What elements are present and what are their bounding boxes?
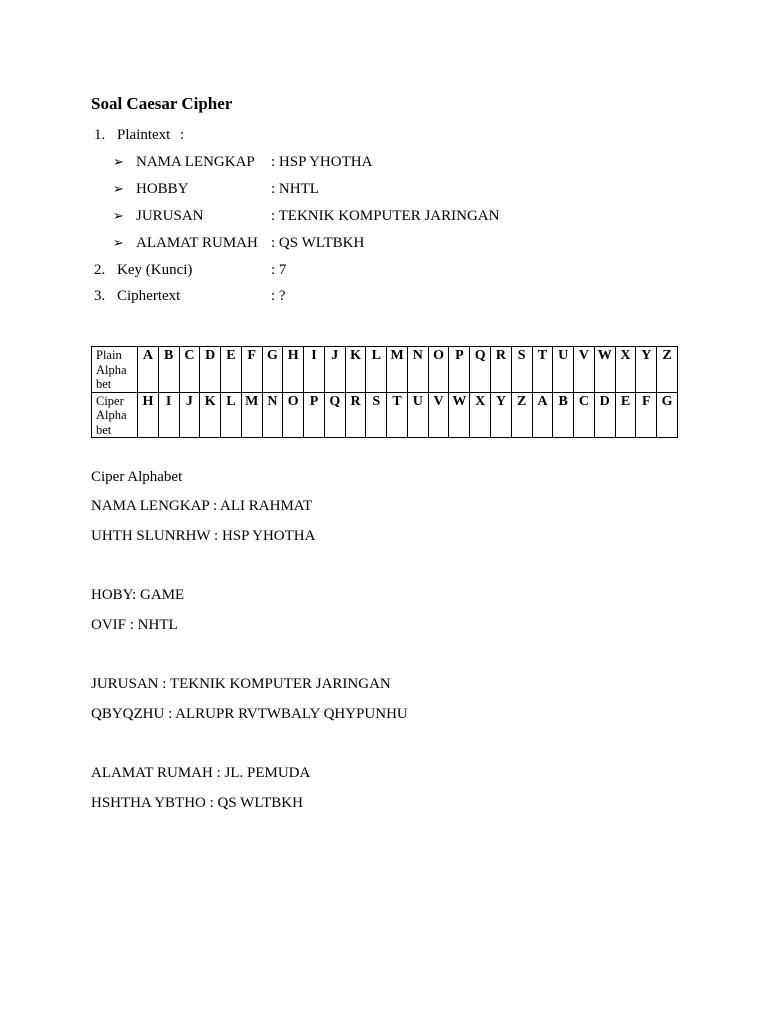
list-number-1: 1. bbox=[94, 127, 106, 143]
body-line: NAMA LENGKAP : ALI RAHMAT bbox=[91, 498, 313, 514]
plain-letter-cell: J bbox=[324, 347, 345, 393]
cipher-letter-cell: L bbox=[221, 392, 242, 438]
list-number-3: 3. bbox=[94, 288, 106, 304]
plaintext-label: Plaintext bbox=[117, 127, 171, 143]
plain-letter-cell: W bbox=[594, 347, 615, 393]
cipher-letter-cell: Q bbox=[324, 392, 345, 438]
cipher-letter-cell: W bbox=[449, 392, 470, 438]
cipher-letter-cell: F bbox=[636, 392, 657, 438]
cipher-letter-cell: O bbox=[283, 392, 304, 438]
plain-letter-cell: S bbox=[511, 347, 532, 393]
row-header-line: Ciper bbox=[96, 393, 124, 408]
plain-letter-cell: U bbox=[553, 347, 574, 393]
cipher-letter-cell: E bbox=[615, 392, 636, 438]
cipher-letter-cell: C bbox=[574, 392, 595, 438]
cipher-letter-cell: R bbox=[345, 392, 366, 438]
row-header-line: Plain bbox=[96, 348, 122, 362]
body-line: OVIF : NHTL bbox=[91, 617, 178, 633]
cipher-letter-cell: M bbox=[241, 392, 262, 438]
cipher-alphabet-header bbox=[92, 392, 138, 438]
plain-letter-cell: A bbox=[138, 347, 159, 393]
plain-alphabet-row bbox=[92, 347, 678, 393]
plain-letter-cell: O bbox=[428, 347, 449, 393]
cipher-letter-cell: X bbox=[470, 392, 491, 438]
plain-letter-cell: H bbox=[283, 347, 304, 393]
body-line: JURUSAN : TEKNIK KOMPUTER JARINGAN bbox=[91, 676, 391, 692]
plain-letter-cell: L bbox=[366, 347, 387, 393]
cipher-letter-cell: B bbox=[553, 392, 574, 438]
cipher-letter-cell: T bbox=[387, 392, 408, 438]
list-number-2: 2. bbox=[94, 262, 106, 278]
ciphertext-label: Ciphertext bbox=[117, 288, 181, 304]
cipher-letter-cell: Z bbox=[511, 392, 532, 438]
row-header-line: bet bbox=[96, 422, 112, 437]
plain-letter-cell: E bbox=[221, 347, 242, 393]
plain-letter-cell: C bbox=[179, 347, 200, 393]
plain-letter-cell: G bbox=[262, 347, 283, 393]
ciphertext-value: : ? bbox=[271, 288, 286, 304]
cipher-letter-cell: N bbox=[262, 392, 283, 438]
plain-letter-cell: X bbox=[615, 347, 636, 393]
body-line: UHTH SLUNRHW : HSP YHOTHA bbox=[91, 528, 316, 544]
cipher-letter-cell: V bbox=[428, 392, 449, 438]
arrow-bullet-icon: ➢ bbox=[113, 181, 124, 196]
body-line: QBYQZHU : ALRUPR RVTWBALY QHYPUNHU bbox=[91, 706, 408, 722]
plain-letter-cell: M bbox=[387, 347, 408, 393]
cipher-table bbox=[91, 346, 678, 438]
document-title: Soal Caesar Cipher bbox=[91, 94, 233, 113]
sub-item-value: : NHTL bbox=[271, 181, 319, 197]
plain-letter-cell: T bbox=[532, 347, 553, 393]
cipher-letter-cell: K bbox=[200, 392, 221, 438]
cipher-alphabet-row bbox=[92, 392, 678, 438]
cipher-letter-cell: A bbox=[532, 392, 553, 438]
cipher-letter-cell: Y bbox=[491, 392, 512, 438]
body-line: HSHTHA YBTHO : QS WLTBKH bbox=[91, 795, 303, 811]
plain-letter-cell: P bbox=[449, 347, 470, 393]
plain-letter-cell: R bbox=[491, 347, 512, 393]
plain-letter-cell: Y bbox=[636, 347, 657, 393]
plain-letter-cell: N bbox=[407, 347, 428, 393]
cipher-letter-cell: S bbox=[366, 392, 387, 438]
body-line: HOBY: GAME bbox=[91, 587, 185, 603]
body-heading: Ciper Alphabet bbox=[91, 469, 183, 485]
row-header-line: Alpha bbox=[96, 362, 127, 377]
arrow-bullet-icon: ➢ bbox=[113, 208, 124, 223]
plain-letter-cell: B bbox=[158, 347, 179, 393]
row-header-line: Alpha bbox=[96, 408, 127, 422]
plain-letter-cell: V bbox=[574, 347, 595, 393]
cipher-letter-cell: H bbox=[138, 392, 159, 438]
key-value: : 7 bbox=[271, 262, 287, 278]
cipher-letter-cell: I bbox=[158, 392, 179, 438]
plain-letter-cell: Q bbox=[470, 347, 491, 393]
arrow-bullet-icon: ➢ bbox=[113, 154, 124, 169]
sub-item-label: ALAMAT RUMAH bbox=[136, 235, 258, 251]
cipher-letter-cell: P bbox=[304, 392, 325, 438]
plain-letter-cell: F bbox=[241, 347, 262, 393]
sub-item-label: HOBBY bbox=[136, 181, 189, 197]
plain-letter-cell: I bbox=[304, 347, 325, 393]
row-header-line: bet bbox=[96, 377, 112, 391]
plain-letter-cell: D bbox=[200, 347, 221, 393]
body-line: ALAMAT RUMAH : JL. PEMUDA bbox=[91, 765, 311, 781]
sub-item-label: NAMA LENGKAP bbox=[136, 154, 255, 170]
cipher-letter-cell: J bbox=[179, 392, 200, 438]
plain-alphabet-header bbox=[92, 347, 138, 393]
plain-letter-cell: Z bbox=[657, 347, 678, 393]
plain-letter-cell: K bbox=[345, 347, 366, 393]
cipher-letter-cell: G bbox=[657, 392, 678, 438]
sub-item-label: JURUSAN bbox=[136, 208, 204, 224]
sub-item-value: : HSP YHOTHA bbox=[271, 154, 373, 170]
plaintext-colon: : bbox=[180, 127, 185, 143]
key-label: Key (Kunci) bbox=[117, 262, 193, 278]
arrow-bullet-icon: ➢ bbox=[113, 235, 124, 250]
sub-item-value: : QS WLTBKH bbox=[271, 235, 365, 251]
cipher-letter-cell: D bbox=[594, 392, 615, 438]
sub-item-value: : TEKNIK KOMPUTER JARINGAN bbox=[271, 208, 500, 224]
cipher-letter-cell: U bbox=[407, 392, 428, 438]
